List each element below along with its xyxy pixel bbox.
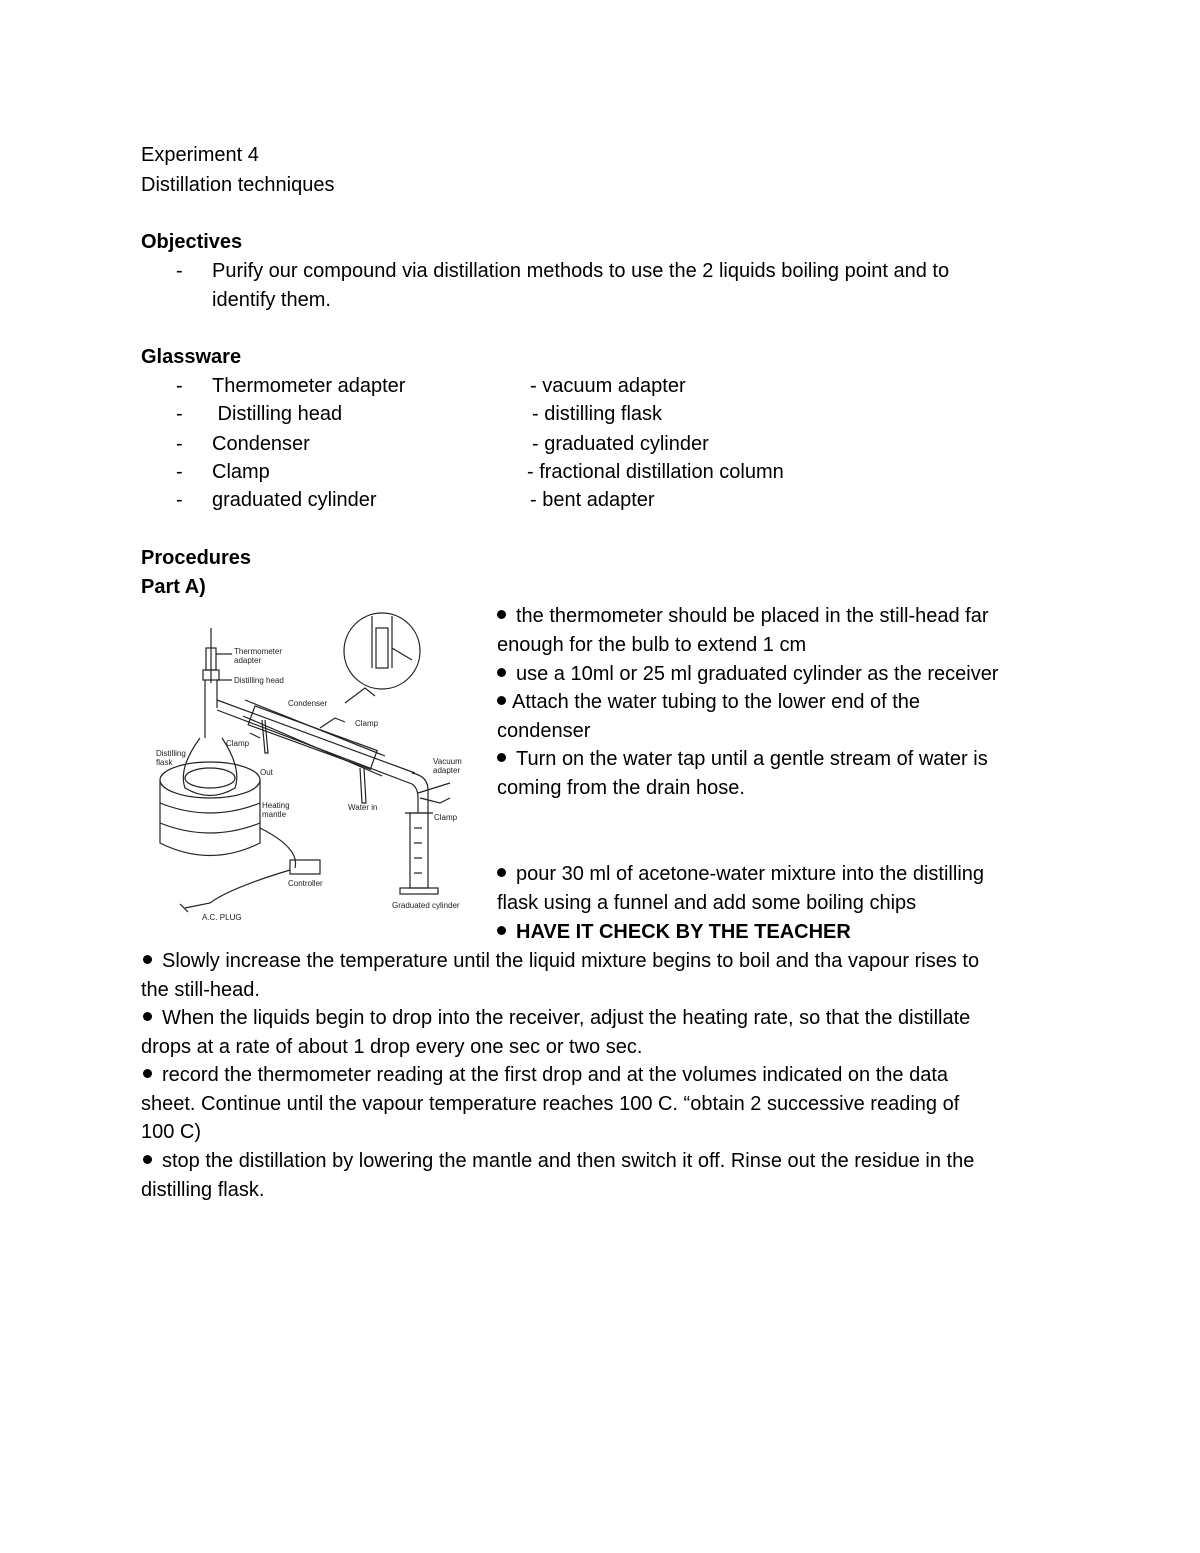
label-thermometer-adapter: Thermometer	[234, 647, 283, 656]
bullet-icon	[497, 696, 506, 705]
bullet-icon	[143, 1155, 152, 1164]
list-item: use a 10ml or 25 ml graduated cylinder as the receiver	[497, 660, 998, 689]
glassware-left-item: graduated cylinder	[212, 489, 377, 511]
glassware-right-item: - fractional distillation column	[527, 461, 784, 483]
part-a-heading: Part A)	[141, 576, 206, 598]
label-heating-mantle: Heating	[262, 801, 290, 810]
bullet-icon	[497, 926, 506, 935]
distillation-apparatus-diagram	[150, 608, 470, 923]
label-vacuum-adapter: Vacuum	[433, 757, 462, 766]
list-item: Turn on the water tap until a gentle stream of water is coming from the drain hose.	[497, 748, 988, 799]
glassware-dash: -	[176, 403, 183, 425]
label-distilling-flask: Distilling	[156, 749, 186, 758]
label-clamp-left: Clamp	[226, 739, 250, 748]
glassware-left-item: Distilling head	[212, 403, 343, 425]
label-clamp-right: Clamp	[434, 813, 458, 822]
label-water-in: Water in	[348, 803, 378, 812]
label-clamp-top: Clamp	[355, 719, 379, 728]
glassware-dash: -	[176, 375, 183, 397]
label-thermometer-adapter: adapter	[234, 656, 262, 665]
objectives-heading: Objectives	[141, 231, 243, 253]
label-vacuum-adapter: adapter	[433, 766, 461, 775]
objective-line-2: identify them.	[212, 289, 331, 311]
glassware-dash: -	[176, 461, 183, 483]
glassware-left-item: Thermometer adapter	[212, 375, 406, 397]
bullet-icon	[497, 668, 506, 677]
objective-dash: -	[176, 260, 183, 282]
list-item: the thermometer should be placed in the still-head far enough for the bulb to extend 1 cm	[497, 605, 989, 656]
list-item: When the liquids begin to drop into the receiver, adjust the heating rate, so that the distillate drops at a rate of about 1 drop every one sec or two sec.	[141, 1007, 971, 1058]
bullet-icon	[497, 753, 506, 762]
label-graduated-cylinder: Graduated cylinder	[392, 901, 460, 910]
glassware-heading: Glassware	[141, 346, 242, 368]
glassware-dash: -	[176, 433, 183, 455]
glassware-left-item: Condenser	[212, 433, 310, 455]
label-distilling-head: Distilling head	[234, 676, 284, 685]
bullet-icon	[497, 868, 506, 877]
glassware-dash: -	[176, 489, 183, 511]
bullet-icon	[143, 1012, 152, 1021]
bullet-icon	[497, 610, 506, 619]
procedures-heading: Procedures	[141, 547, 252, 569]
list-item: stop the distillation by lowering the mantle and then switch it off. Rinse out the residue in the distilling flask.	[141, 1150, 975, 1201]
glassware-right-item: - graduated cylinder	[532, 433, 709, 455]
label-condenser: Condenser	[288, 699, 328, 708]
bullet-icon	[143, 955, 152, 964]
glassware-left-item: Clamp	[212, 461, 270, 483]
glassware-right-item: - distilling flask	[532, 403, 663, 425]
experiment-title: Experiment 4	[141, 144, 259, 166]
label-heating-mantle: mantle	[262, 810, 287, 819]
list-item: pour 30 ml of acetone-water mixture into the distilling flask using a funnel and add some boiling chips	[497, 863, 985, 914]
glassware-right-item: - vacuum adapter	[530, 375, 686, 397]
objective-line-1: Purify our compound via distillation methods to use the 2 liquids boiling point and to	[212, 260, 950, 282]
label-out: Out	[260, 768, 273, 777]
list-item: HAVE IT CHECK BY THE TEACHER	[497, 918, 851, 947]
list-item: record the thermometer reading at the first drop and at the volumes indicated on the data sheet. Continue until the vapour temperature reaches 100 C. “obtain 2 successive reading of 100 C)	[141, 1064, 960, 1144]
label-ac-plug: A.C. PLUG	[202, 913, 242, 922]
label-distilling-flask: flask	[156, 758, 173, 767]
glassware-right-item: - bent adapter	[530, 489, 655, 511]
bullet-icon	[143, 1069, 152, 1078]
experiment-subtitle: Distillation techniques	[141, 174, 335, 196]
list-item: Attach the water tubing to the lower end of the condenser	[497, 691, 921, 742]
list-item: Slowly increase the temperature until the liquid mixture begins to boil and tha vapour rises to the still-head.	[141, 950, 980, 1001]
label-controller: Controller	[288, 879, 323, 888]
